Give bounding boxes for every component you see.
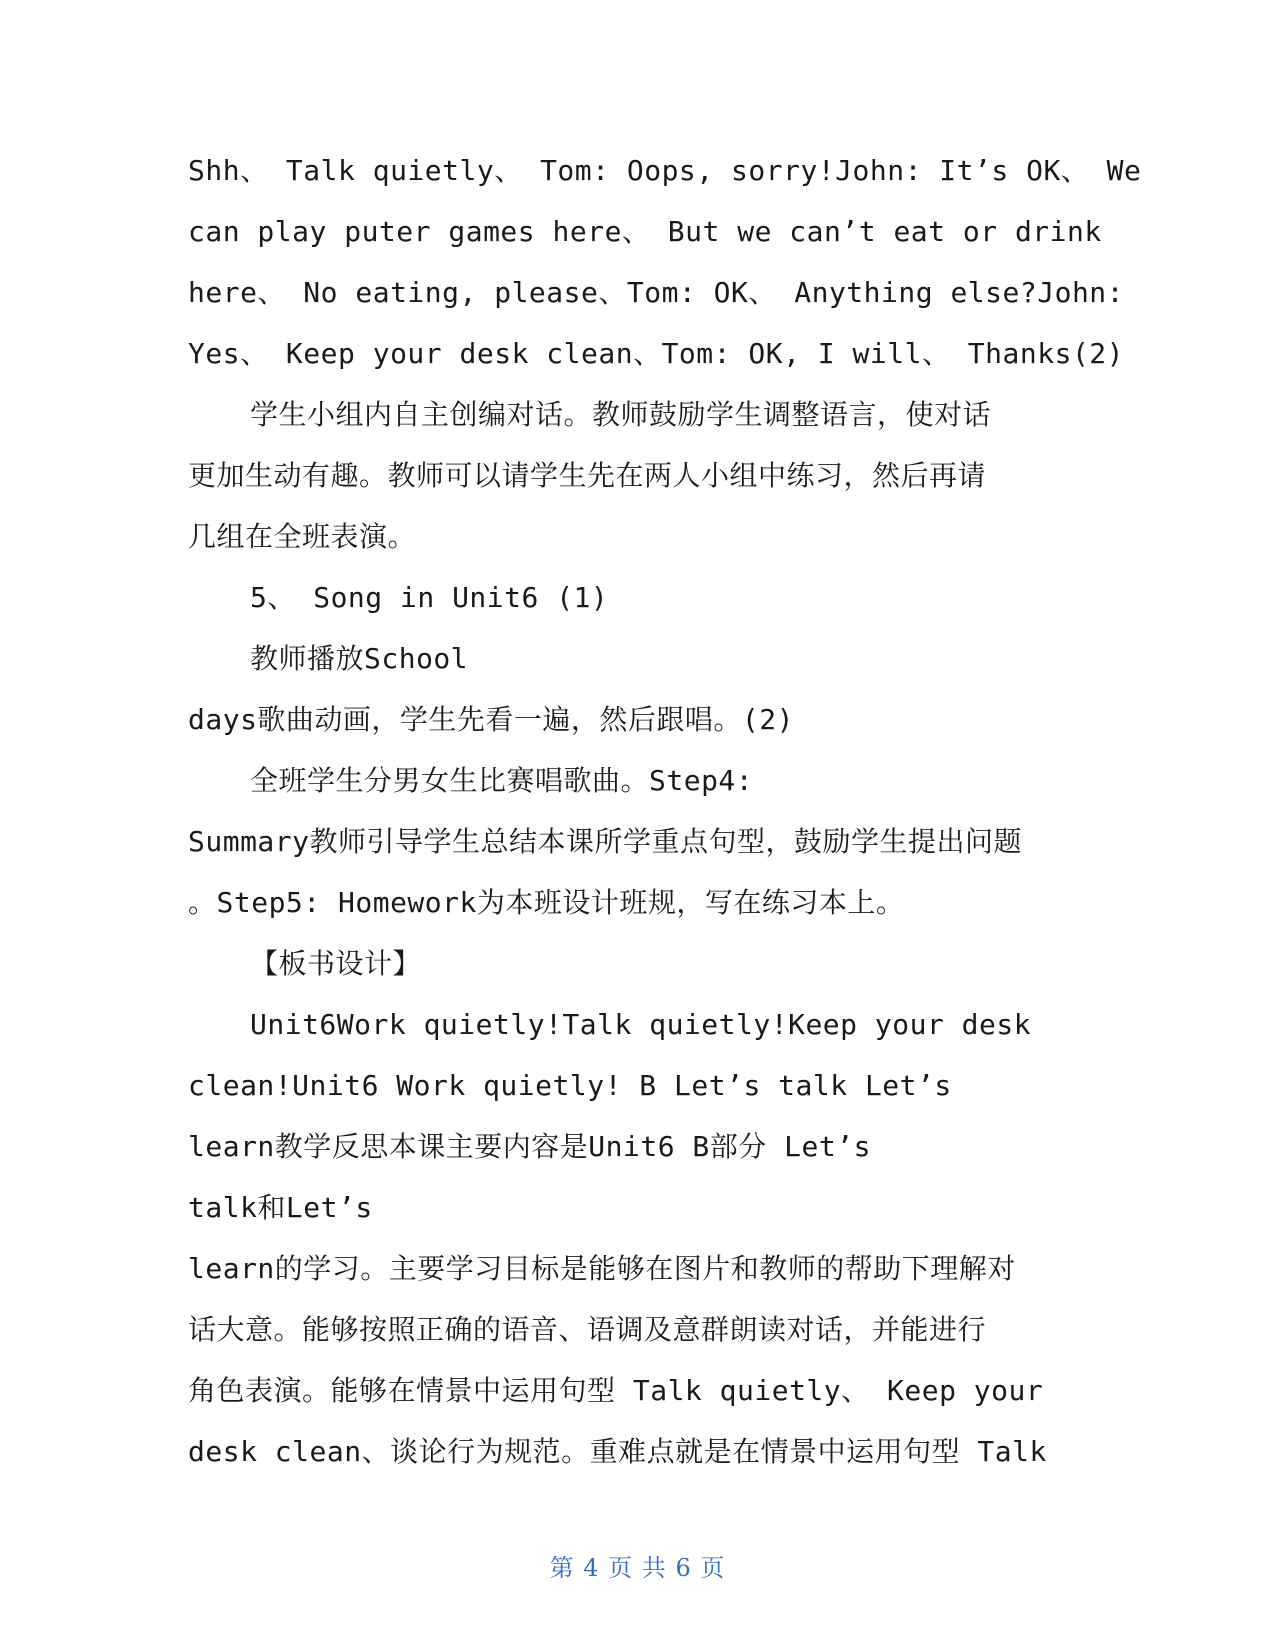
text-line: 更加生动有趣。教师可以请学生先在两人小组中练习，然后再请: [188, 459, 987, 492]
text-line: desk clean、谈论行为规范。重难点就是在情景中运用句型 Talk: [188, 1435, 1047, 1468]
text-line: clean!Unit6 Work quietly! B Let’s talk Let’s: [188, 1069, 952, 1102]
text-line: learn的学习。主要学习目标是能够在图片和教师的帮助下理解对: [188, 1252, 1016, 1285]
text-line: Summary教师引导学生总结本课所学重点句型，鼓励学生提出问题: [188, 825, 1023, 858]
text-line: Yes、 Keep your desk clean、Tom: OK, I will、 Thanks(2): [188, 337, 1125, 370]
text-line: 【板书设计】: [250, 947, 422, 980]
text-line: 全班学生分男女生比赛唱歌曲。Step4:: [250, 764, 754, 797]
text-line: here、 No eating, please、Tom: OK、 Anything else?John:: [188, 276, 1125, 309]
text-line: can play puter games here、 But we can’t eat or drink: [188, 215, 1102, 248]
text-line: 几组在全班表演。: [188, 520, 417, 553]
text-line: 角色表演。能够在情景中运用句型 Talk quietly、 Keep your: [188, 1374, 1044, 1407]
text-line: learn教学反思本课主要内容是Unit6 B部分 Let’s: [188, 1130, 871, 1163]
page-footer: 第 4 页 共 6 页: [549, 1554, 726, 1582]
text-line: days歌曲动画，学生先看一遍，然后跟唱。(2): [188, 703, 795, 736]
text-line: 5、 Song in Unit6 (1): [250, 581, 609, 614]
text-line: 教师播放School: [250, 642, 469, 675]
text-line: 话大意。能够按照正确的语音、语调及意群朗读对话，并能进行: [188, 1313, 987, 1346]
document-body: [188, 140, 1142, 1482]
text-line: 。Step5: Homework为本班设计班规，写在练习本上。: [188, 886, 905, 919]
text-line: Unit6Work quietly!Talk quietly!Keep your desk: [250, 1008, 1032, 1041]
text-line: 学生小组内自主创编对话。教师鼓励学生调整语言，使对话: [250, 398, 992, 431]
text-line: talk和Let’s: [188, 1191, 373, 1224]
text-line: Shh、 Talk quietly、 Tom: Oops, sorry!John: It’s OK、 We: [188, 154, 1142, 187]
